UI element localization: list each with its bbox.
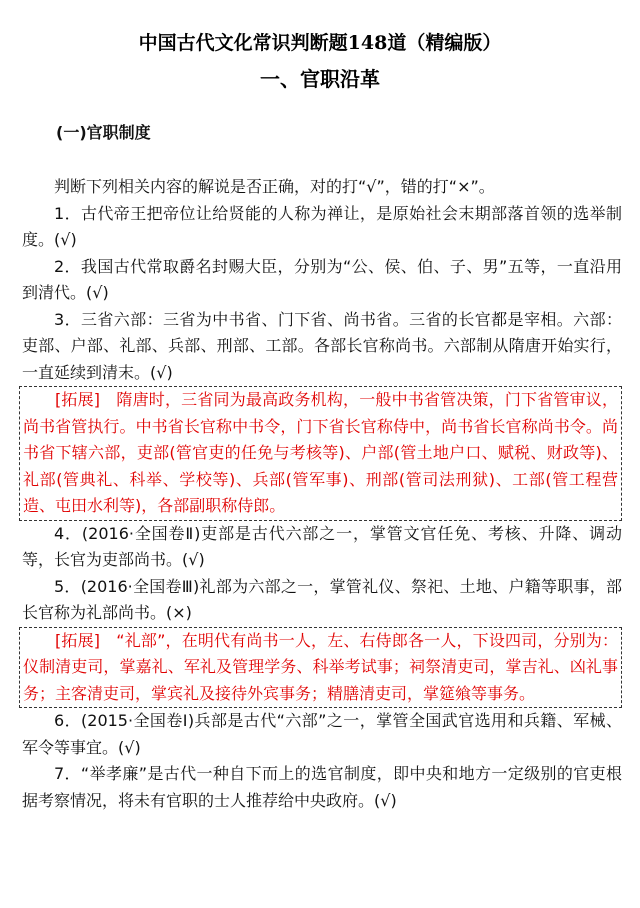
extension-box-1 [19,386,622,521]
question-3: 3．三省六部：三省为中书省、门下省、尚书省。三省的长官都是宰相。六部：吏部、户部、礼部、兵部、刑部、工部。各部长官称尚书。六部制从隋唐开始实行，一直延续到清末。(√) [22,309,622,382]
document-body [22,174,622,814]
question-7: 7．“举孝廉”是古代一种自下而上的选官制度，即中央和地方一定级别的官吏根据考察情况，将未有官职的士人推荐给中央政府。(√) [22,764,622,810]
question-5: 5．(2016·全国卷Ⅲ)礼部为六部之一，掌管礼仪、祭祀、土地、户籍等职事，部长官称为礼部尚书。(×) [22,576,622,622]
instruction-paragraph: 判断下列相关内容的解说是否正确，对的打“√”，错的打“×”。 [54,177,495,196]
question-1: 1．古代帝王把帝位让给贤能的人称为禅让，是原始社会末期部落首领的选举制度。(√) [22,203,622,249]
extension-box-2 [19,627,622,709]
section-heading: 一、官职沿革 [260,67,380,91]
question-4: 4．(2016·全国卷Ⅱ)吏部是古代六部之一，掌管文官任免、考核、升降、调动等，长官为吏部尚书。(√) [22,523,622,569]
document-title: 中国古代文化常识判断题148道（精编版） [138,32,502,54]
extension-note-1: [拓展] 隋唐时，三省同为最高政务机构，一般中书省管决策，门下省管审议，尚书省管执行。中书省长官称中书令，门下省长官称侍中，尚书省长官称尚书令。尚书省下辖六部，吏部(管官吏的任免与考核等)、户部(管土地户口、赋税、财政等)、礼部(管典礼、科举、学校等)、兵部(管军事)、刑部(管司法刑狱)、工部(管工程营造、屯田水利等)，各部副职称侍郎。 [23,390,618,515]
question-6: 6．(2015·全国卷Ⅰ)兵部是古代“六部”之一，掌管全国武官选用和兵籍、军械、军令等事宜。(√) [22,711,622,757]
subsection-heading: (一)官职制度 [56,123,151,142]
extension-note-2: [拓展] “礼部”，在明代有尚书一人，左、右侍郎各一人，下设四司，分别为：仪制清吏司，掌嘉礼、军礼及管理学务、科举考试事；祠祭清吏司，掌吉礼、凶礼事务；主客清吏司，掌宾礼及接待外宾事务；精膳清吏司，掌筵飨等事务。 [23,630,618,703]
question-2: 2．我国古代常取爵名封赐大臣，分别为“公、侯、伯、子、男”五等，一直沿用到清代。(√) [22,256,622,302]
